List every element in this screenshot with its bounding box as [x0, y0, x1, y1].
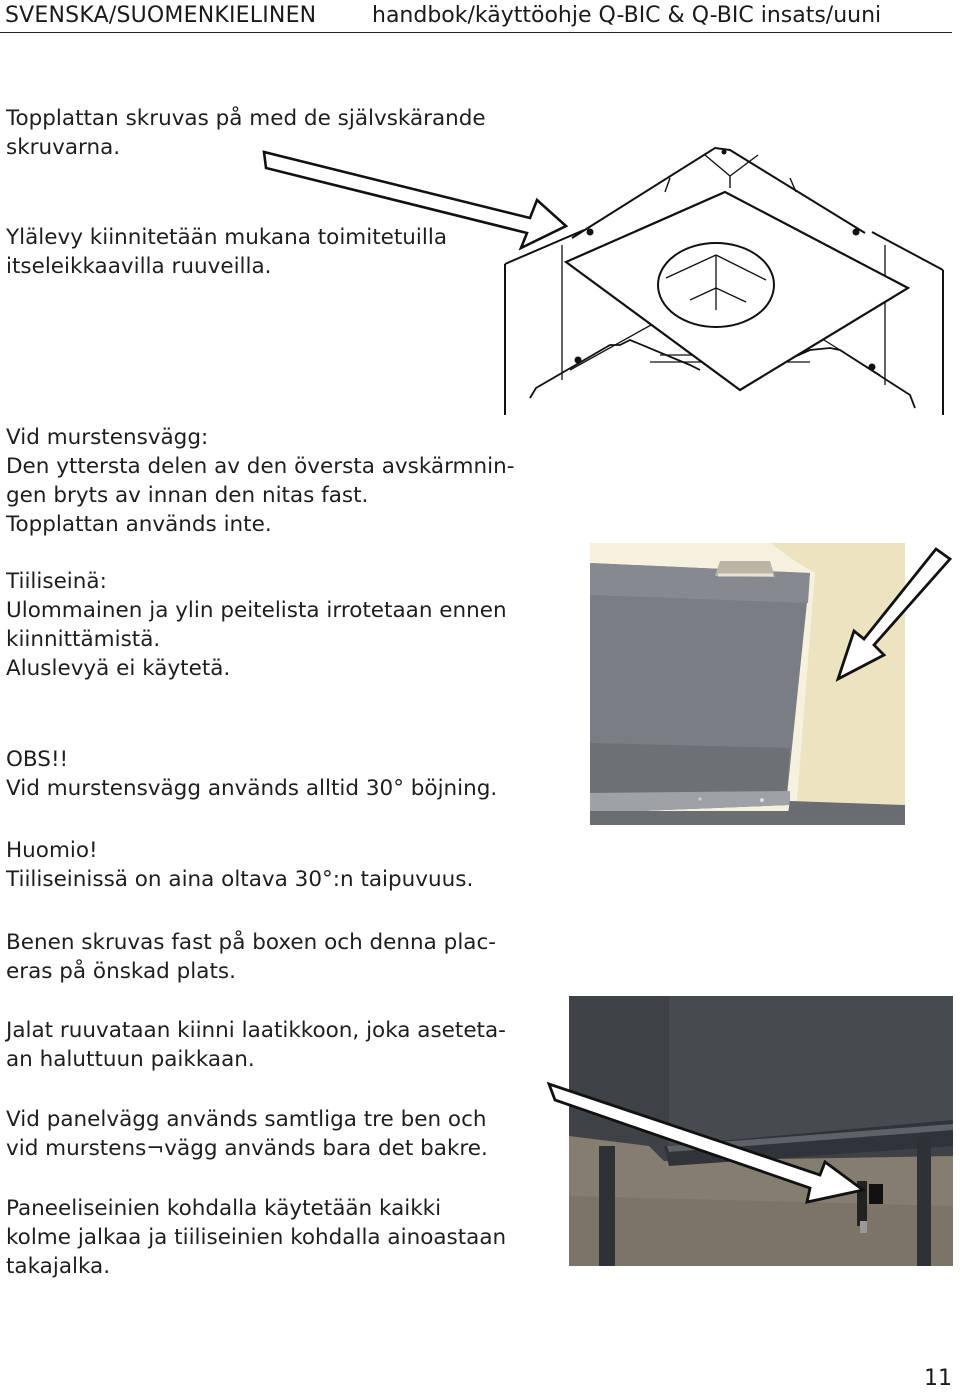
paragraph-brickwall-sv	[6, 423, 514, 539]
text-line: an haluttuun paikkaan.	[6, 1047, 255, 1072]
page-number: 11	[924, 1366, 952, 1391]
text-line: Aluslevyä ei käytetä.	[6, 656, 231, 681]
text-line: Vid murstensvägg:	[6, 425, 209, 450]
text-line: skruvarna.	[6, 135, 121, 160]
text-line: Benen skruvas fast på boxen och denna plac-	[6, 930, 497, 955]
text-line: Den yttersta delen av den översta avskärmnin-	[6, 454, 515, 479]
text-line: OBS!!	[6, 747, 69, 772]
header-language: SVENSKA/SUOMENKIELINEN	[5, 3, 317, 28]
paragraph-brickwall-fi	[6, 567, 507, 683]
text-line: Topplattan skruvas på med de självskärande	[6, 106, 486, 131]
arrow-to-legs-icon	[545, 1078, 875, 1208]
text-line: kolme jalkaa ja tiiliseinien kohdalla ainoastaan	[6, 1225, 507, 1250]
text-line: kiinnittämistä.	[6, 627, 161, 652]
paragraph-note-sv	[6, 745, 497, 803]
header-title: handbok/käyttöohje Q-BIC & Q-BIC insats/uuni	[372, 3, 882, 28]
text-line: Paneeliseinien kohdalla käytetään kaikki	[6, 1196, 442, 1221]
paragraph-panelwall-sv	[6, 1105, 488, 1163]
text-line: Jalat ruuvataan kiinni laatikkoon, joka aseteta-	[6, 1018, 506, 1043]
text-line: Ulommainen ja ylin peitelista irrotetaan ennen	[6, 598, 507, 623]
text-line: Tiiliseinissä on aina oltava 30°:n taipuvuus.	[6, 867, 474, 892]
paragraph-legs-fi	[6, 1016, 506, 1074]
paragraph-panelwall-fi	[6, 1194, 506, 1281]
paragraph-legs-sv	[6, 928, 496, 986]
arrow-to-shielding-icon	[826, 545, 954, 685]
text-line: Topplattan används inte.	[6, 512, 272, 537]
paragraph-note-fi	[6, 836, 473, 894]
text-line: Huomio!	[6, 838, 98, 863]
text-line: takajalka.	[6, 1254, 111, 1279]
header-rule	[0, 32, 952, 33]
text-line: itseleikkaavilla ruuveilla.	[6, 254, 272, 279]
text-line: eras på önskad plats.	[6, 959, 236, 984]
topplate-drawing	[500, 140, 955, 420]
page-header	[0, 0, 960, 34]
text-line: Vid murstensvägg används alltid 30° böjning.	[6, 776, 498, 801]
text-line: gen bryts av innan den nitas fast.	[6, 483, 369, 508]
text-line: vid murstens¬vägg används bara det bakre.	[6, 1136, 488, 1161]
text-line: Vid panelvägg används samtliga tre ben och	[6, 1107, 487, 1132]
text-line: Tiiliseinä:	[6, 569, 107, 594]
text-line: Ylälevy kiinnitetään mukana toimitetuilla	[6, 225, 448, 250]
